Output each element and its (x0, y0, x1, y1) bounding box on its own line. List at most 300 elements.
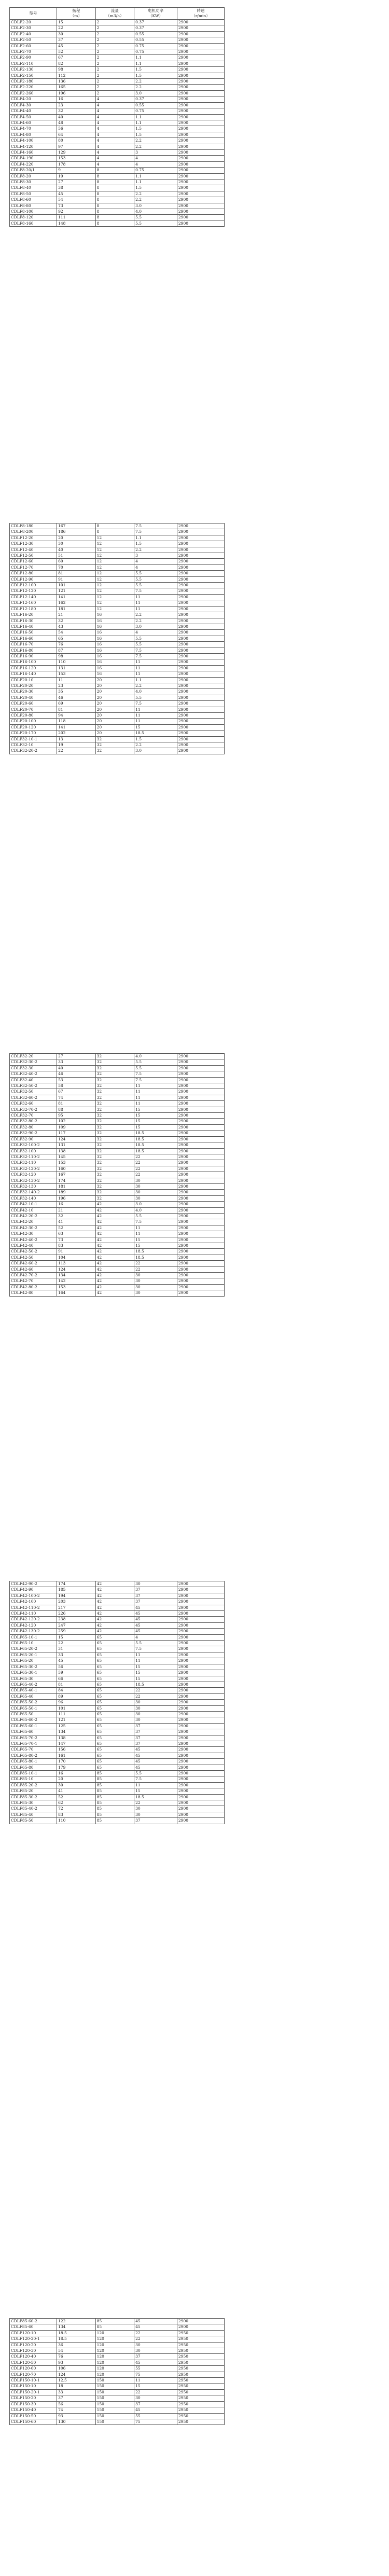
speed-cell: 2900 (177, 1077, 224, 1083)
flow-cell: 85 (95, 1771, 134, 1776)
table-row (10, 1670, 225, 1676)
header-power: 电机功率 （KW） (134, 8, 177, 20)
head-cell: 129 (57, 149, 96, 155)
head-cell: 22 (57, 25, 96, 31)
table-row (10, 1812, 225, 1817)
model-cell: CDLF16-20 (10, 612, 57, 618)
power-cell: 7.5 (134, 1071, 177, 1077)
model-cell: CDLF85-30-2 (10, 1794, 57, 1800)
head-cell: 46 (57, 1071, 96, 1077)
power-cell: 3 (134, 553, 177, 559)
power-cell: 11 (134, 2378, 177, 2384)
model-cell: CDLF8-40 (10, 185, 57, 191)
model-cell: CDLF65-10 (10, 1641, 57, 1646)
flow-cell: 2 (95, 55, 134, 61)
power-cell: 5.5 (134, 221, 177, 226)
model-cell: CDLF150-60 (10, 2419, 57, 2425)
flow-cell: 32 (95, 1095, 134, 1100)
power-cell: 1.5 (134, 67, 177, 73)
model-cell: CDLF65-30-2 (10, 1664, 57, 1670)
model-cell: CDLF20-60 (10, 701, 57, 707)
table-row (10, 1284, 225, 1290)
head-cell: 41 (57, 1788, 96, 1794)
power-cell: 0.75 (134, 43, 177, 49)
table-row (10, 2336, 225, 2342)
table-row (10, 191, 225, 197)
speed-cell: 2900 (177, 203, 224, 209)
flow-cell: 120 (95, 2366, 134, 2372)
table-row (10, 630, 225, 636)
power-cell: 0.37 (134, 97, 177, 102)
table-row (10, 618, 225, 624)
table-row (10, 1676, 225, 1682)
table-row (10, 713, 225, 719)
speed-cell: 2900 (177, 67, 224, 73)
model-cell: CDLF65-20-1 (10, 1652, 57, 1658)
model-cell: CDLF12-140 (10, 594, 57, 600)
flow-cell: 16 (95, 653, 134, 659)
speed-cell: 2900 (177, 1617, 224, 1622)
table-row (10, 707, 225, 712)
power-cell: 11 (134, 707, 177, 712)
pump-spec-table (9, 523, 225, 754)
flow-cell: 150 (95, 2389, 134, 2395)
speed-cell: 2900 (177, 1670, 224, 1676)
head-cell: 36 (57, 2342, 96, 2348)
power-cell: 30 (134, 1273, 177, 1278)
flow-cell: 8 (95, 524, 134, 529)
flow-cell: 85 (95, 1800, 134, 1806)
speed-cell: 2900 (177, 1083, 224, 1089)
model-cell: CDLF12-70 (10, 564, 57, 570)
table-row (10, 677, 225, 683)
power-cell: 11 (134, 1652, 177, 1658)
table-row (10, 1237, 225, 1243)
speed-cell: 2900 (177, 85, 224, 90)
head-cell: 64 (57, 132, 96, 137)
model-cell: CDLF120-10 (10, 2330, 57, 2336)
table-row (10, 1107, 225, 1112)
speed-cell: 2900 (177, 1124, 224, 1130)
head-cell: 76 (57, 642, 96, 648)
table-row (10, 1089, 225, 1095)
model-cell: CDLF2-40 (10, 31, 57, 37)
power-cell: 11 (134, 713, 177, 719)
model-cell: CDLF65-80-2 (10, 1753, 57, 1758)
model-cell: CDLF32-70-2 (10, 1107, 57, 1112)
speed-cell: 2900 (177, 1202, 224, 1207)
flow-cell: 42 (95, 1231, 134, 1237)
head-cell: 202 (57, 731, 96, 736)
flow-cell: 85 (95, 1794, 134, 1800)
head-cell: 98 (57, 67, 96, 73)
table-row (10, 1142, 225, 1148)
power-cell: 1.1 (134, 677, 177, 683)
head-cell: 96 (57, 1700, 96, 1705)
model-cell: CDLF150-20 (10, 2395, 57, 2401)
speed-cell: 2900 (177, 1782, 224, 1788)
table-row (10, 1611, 225, 1617)
model-cell: CDLF12-50 (10, 553, 57, 559)
head-cell: 18 (57, 2384, 96, 2389)
flow-cell: 20 (95, 683, 134, 688)
head-cell: 122 (57, 2319, 96, 2324)
speed-cell: 2900 (177, 653, 224, 659)
power-cell: 11 (134, 606, 177, 612)
power-cell: 30 (134, 1284, 177, 1290)
flow-cell: 12 (95, 541, 134, 547)
flow-cell: 32 (95, 1154, 134, 1160)
speed-cell: 2900 (177, 1646, 224, 1652)
model-cell: CDLF42-50-2 (10, 1249, 57, 1255)
model-cell: CDLF2-90 (10, 55, 57, 61)
head-cell: 67 (57, 1089, 96, 1095)
power-cell: 30 (134, 1812, 177, 1817)
model-cell: CDLF85-20-2 (10, 1782, 57, 1788)
table-row (10, 67, 225, 73)
flow-cell: 2 (95, 67, 134, 73)
model-cell: CDLF32-40 (10, 1077, 57, 1083)
speed-cell: 2900 (177, 1711, 224, 1717)
speed-cell: 2900 (177, 1593, 224, 1599)
flow-cell: 4 (95, 144, 134, 149)
power-cell: 15 (134, 2384, 177, 2389)
head-cell: 40 (57, 1065, 96, 1071)
flow-cell: 12 (95, 553, 134, 559)
power-cell: 30 (134, 1178, 177, 1183)
flow-cell: 8 (95, 173, 134, 179)
table-row (10, 20, 225, 25)
model-cell: CDLF65-70-1 (10, 1741, 57, 1746)
flow-cell: 32 (95, 1148, 134, 1154)
head-cell: 196 (57, 90, 96, 96)
power-cell: 2.2 (134, 85, 177, 90)
table-row (10, 2407, 225, 2413)
speed-cell: 2900 (177, 1160, 224, 1166)
speed-cell: 2900 (177, 1788, 224, 1794)
flow-cell: 4 (95, 102, 134, 108)
table-header-row (10, 8, 225, 20)
speed-cell: 2900 (177, 1054, 224, 1059)
head-cell: 118 (57, 719, 96, 724)
speed-cell: 2900 (177, 108, 224, 114)
flow-cell: 2 (95, 85, 134, 90)
model-cell: CDLF42-120-2 (10, 1617, 57, 1622)
table-row (10, 1101, 225, 1107)
head-cell: 73 (57, 203, 96, 209)
head-cell: 52 (57, 1225, 96, 1231)
head-cell: 185 (57, 1587, 96, 1593)
flow-cell: 4 (95, 132, 134, 137)
flow-cell: 150 (95, 2407, 134, 2413)
table-row (10, 1071, 225, 1077)
power-cell: 4 (134, 1634, 177, 1640)
flow-cell: 32 (95, 1172, 134, 1178)
model-cell: CDLF85-10 (10, 1776, 57, 1782)
speed-cell: 2950 (177, 2413, 224, 2419)
flow-cell: 65 (95, 1693, 134, 1699)
model-cell: CDLF42-60-2 (10, 1261, 57, 1266)
model-cell: CDLF32-120-2 (10, 1166, 57, 1172)
table-row (10, 1806, 225, 1812)
table-row (10, 1622, 225, 1628)
head-cell: 54 (57, 2348, 96, 2354)
speed-cell: 2900 (177, 191, 224, 197)
flow-cell: 16 (95, 642, 134, 648)
speed-cell: 2950 (177, 2354, 224, 2360)
model-cell: CDLF32-10-1 (10, 736, 57, 742)
head-cell: 43 (57, 624, 96, 629)
flow-cell: 150 (95, 2413, 134, 2419)
table-row (10, 701, 225, 707)
speed-cell: 2900 (177, 707, 224, 712)
model-cell: CDLF8-180 (10, 524, 57, 529)
flow-cell: 42 (95, 1587, 134, 1593)
power-cell: 11 (134, 1231, 177, 1237)
table-row (10, 1273, 225, 1278)
power-cell: 37 (134, 1741, 177, 1746)
table-row (10, 2384, 225, 2389)
table-row (10, 1154, 225, 1160)
flow-cell: 65 (95, 1717, 134, 1723)
power-cell: 2.2 (134, 618, 177, 624)
power-cell: 5.5 (134, 571, 177, 576)
power-cell: 45 (134, 1629, 177, 1634)
flow-cell: 42 (95, 1605, 134, 1610)
flow-cell: 4 (95, 156, 134, 161)
head-cell: 52 (57, 49, 96, 55)
model-cell: CDLF120-40 (10, 2354, 57, 2360)
header-flow: 流量 （m3/h） (95, 8, 134, 20)
head-cell: 111 (57, 215, 96, 221)
table-row (10, 659, 225, 665)
head-cell: 98 (57, 653, 96, 659)
power-cell: 37 (134, 1587, 177, 1593)
flow-cell: 42 (95, 1290, 134, 1296)
head-cell: 121 (57, 588, 96, 594)
table-row (10, 144, 225, 149)
speed-cell: 2900 (177, 31, 224, 37)
power-cell: 1.1 (134, 179, 177, 185)
speed-cell: 2900 (177, 73, 224, 78)
power-cell: 11 (134, 1083, 177, 1089)
speed-cell: 2950 (177, 2389, 224, 2395)
table-row (10, 2354, 225, 2360)
flow-cell: 2 (95, 49, 134, 55)
table-row (10, 583, 225, 588)
table-row (10, 215, 225, 221)
model-cell: CDLF2-20 (10, 20, 57, 25)
speed-cell: 2900 (177, 120, 224, 126)
table-row (10, 55, 225, 61)
head-cell: 81 (57, 707, 96, 712)
flow-cell: 32 (95, 1071, 134, 1077)
flow-cell: 65 (95, 1664, 134, 1670)
pump-spec-table (9, 2318, 225, 2425)
speed-cell: 2900 (177, 1800, 224, 1806)
flow-cell: 85 (95, 1812, 134, 1817)
head-cell: 106 (57, 2366, 96, 2372)
model-cell: CDLF85-30 (10, 1800, 57, 1806)
table-row (10, 97, 225, 102)
speed-cell: 2900 (177, 132, 224, 137)
table-row (10, 1705, 225, 1711)
head-cell: 91 (57, 576, 96, 582)
spec-table-section (9, 523, 225, 754)
speed-cell: 2950 (177, 2401, 224, 2407)
head-cell: 111 (57, 1711, 96, 1717)
speed-cell: 2900 (177, 1658, 224, 1664)
header-speed: 转速 （r/min） (177, 8, 224, 20)
model-cell: CDLF20-100 (10, 719, 57, 724)
flow-cell: 150 (95, 2419, 134, 2425)
head-cell: 81 (57, 1682, 96, 1687)
power-cell: 1.5 (134, 185, 177, 191)
table-row (10, 1646, 225, 1652)
flow-cell: 85 (95, 1806, 134, 1812)
speed-cell: 2900 (177, 1113, 224, 1119)
table-row (10, 1243, 225, 1249)
flow-cell: 32 (95, 1089, 134, 1095)
model-cell: CDLF4-120 (10, 144, 57, 149)
speed-cell: 2900 (177, 90, 224, 96)
head-cell: 247 (57, 1622, 96, 1628)
model-cell: CDLF4-220 (10, 161, 57, 167)
head-cell: 63 (57, 1231, 96, 1237)
table-row (10, 1231, 225, 1237)
model-cell: CDLF42-120 (10, 1622, 57, 1628)
table-row (10, 149, 225, 155)
speed-cell: 2900 (177, 695, 224, 700)
flow-cell: 120 (95, 2330, 134, 2336)
model-cell: CDLF2-150 (10, 73, 57, 78)
table-row (10, 1172, 225, 1178)
power-cell: 7.5 (134, 524, 177, 529)
flow-cell: 65 (95, 1753, 134, 1758)
power-cell: 45 (134, 2324, 177, 2330)
power-cell: 5.5 (134, 1641, 177, 1646)
flow-cell: 32 (95, 1083, 134, 1089)
head-cell: 170 (57, 1759, 96, 1765)
power-cell: 0.75 (134, 108, 177, 114)
power-cell: 22 (134, 2336, 177, 2342)
power-cell: 4 (134, 630, 177, 636)
power-cell: 11 (134, 1782, 177, 1788)
flow-cell: 65 (95, 1682, 134, 1687)
table-row (10, 1652, 225, 1658)
model-cell: CDLF20-40 (10, 695, 57, 700)
head-cell: 142 (57, 1278, 96, 1284)
head-cell: 101 (57, 583, 96, 588)
flow-cell: 16 (95, 612, 134, 618)
speed-cell: 2900 (177, 49, 224, 55)
speed-cell: 2900 (177, 79, 224, 85)
power-cell: 37 (134, 2354, 177, 2360)
speed-cell: 2900 (177, 55, 224, 61)
model-cell: CDLF8-200 (10, 529, 57, 535)
power-cell: 3.0 (134, 748, 177, 754)
power-cell: 45 (134, 2319, 177, 2324)
flow-cell: 65 (95, 1747, 134, 1753)
speed-cell: 2950 (177, 2348, 224, 2354)
power-cell: 0.75 (134, 168, 177, 173)
power-cell: 5.5 (134, 1059, 177, 1065)
head-cell: 30 (57, 31, 96, 37)
table-row (10, 1711, 225, 1717)
head-cell: 16 (57, 1771, 96, 1776)
table-row (10, 2401, 225, 2407)
speed-cell: 2900 (177, 724, 224, 730)
model-cell: CDLF85-40-2 (10, 1806, 57, 1812)
table-row (10, 2360, 225, 2365)
flow-cell: 4 (95, 161, 134, 167)
power-cell: 45 (134, 1765, 177, 1770)
speed-cell: 2900 (177, 1249, 224, 1255)
flow-cell: 42 (95, 1202, 134, 1207)
power-cell: 22 (134, 1693, 177, 1699)
model-cell: CDLF12-60 (10, 559, 57, 564)
head-cell: 37 (57, 37, 96, 43)
speed-cell: 2950 (177, 2407, 224, 2413)
table-row (10, 606, 225, 612)
head-cell: 167 (57, 1172, 96, 1178)
power-cell: 3.0 (134, 624, 177, 629)
model-cell: CDLF120-30 (10, 2348, 57, 2354)
power-cell: 37 (134, 1729, 177, 1735)
head-cell: 84 (57, 1688, 96, 1693)
speed-cell: 2900 (177, 209, 224, 215)
head-cell: 74 (57, 1095, 96, 1100)
table-row (10, 43, 225, 49)
table-row (10, 1054, 225, 1059)
flow-cell: 16 (95, 665, 134, 671)
flow-cell: 32 (95, 742, 134, 748)
table-row (10, 179, 225, 185)
power-cell: 7.5 (134, 648, 177, 653)
flow-cell: 32 (95, 1065, 134, 1071)
table-row (10, 1634, 225, 1640)
model-cell: CDLF8-160 (10, 221, 57, 226)
model-cell: CDLF150-10-1 (10, 2378, 57, 2384)
power-cell: 5.5 (134, 583, 177, 588)
flow-cell: 65 (95, 1729, 134, 1735)
table-row (10, 1083, 225, 1089)
head-cell: 147 (57, 1741, 96, 1746)
speed-cell: 2900 (177, 1664, 224, 1670)
model-cell: CDLF120-20 (10, 2342, 57, 2348)
speed-cell: 2900 (177, 594, 224, 600)
flow-cell: 20 (95, 713, 134, 719)
model-cell: CDLF2-260 (10, 90, 57, 96)
power-cell: 5.5 (134, 215, 177, 221)
power-cell: 15 (134, 1124, 177, 1130)
flow-cell: 2 (95, 20, 134, 25)
flow-cell: 42 (95, 1273, 134, 1278)
speed-cell: 2900 (177, 1753, 224, 1758)
spec-table-section (9, 1053, 225, 1297)
flow-cell: 16 (95, 659, 134, 665)
speed-cell: 2900 (177, 1747, 224, 1753)
power-cell: 18.5 (134, 1148, 177, 1154)
table-row (10, 559, 225, 564)
table-row (10, 126, 225, 132)
power-cell: 4.0 (134, 689, 177, 695)
power-cell: 15 (134, 1788, 177, 1794)
model-cell: CDLF42-10-1 (10, 1202, 57, 1207)
model-cell: CDLF65-40-2 (10, 1682, 57, 1687)
power-cell: 45 (134, 1605, 177, 1610)
head-cell: 88 (57, 1107, 96, 1112)
